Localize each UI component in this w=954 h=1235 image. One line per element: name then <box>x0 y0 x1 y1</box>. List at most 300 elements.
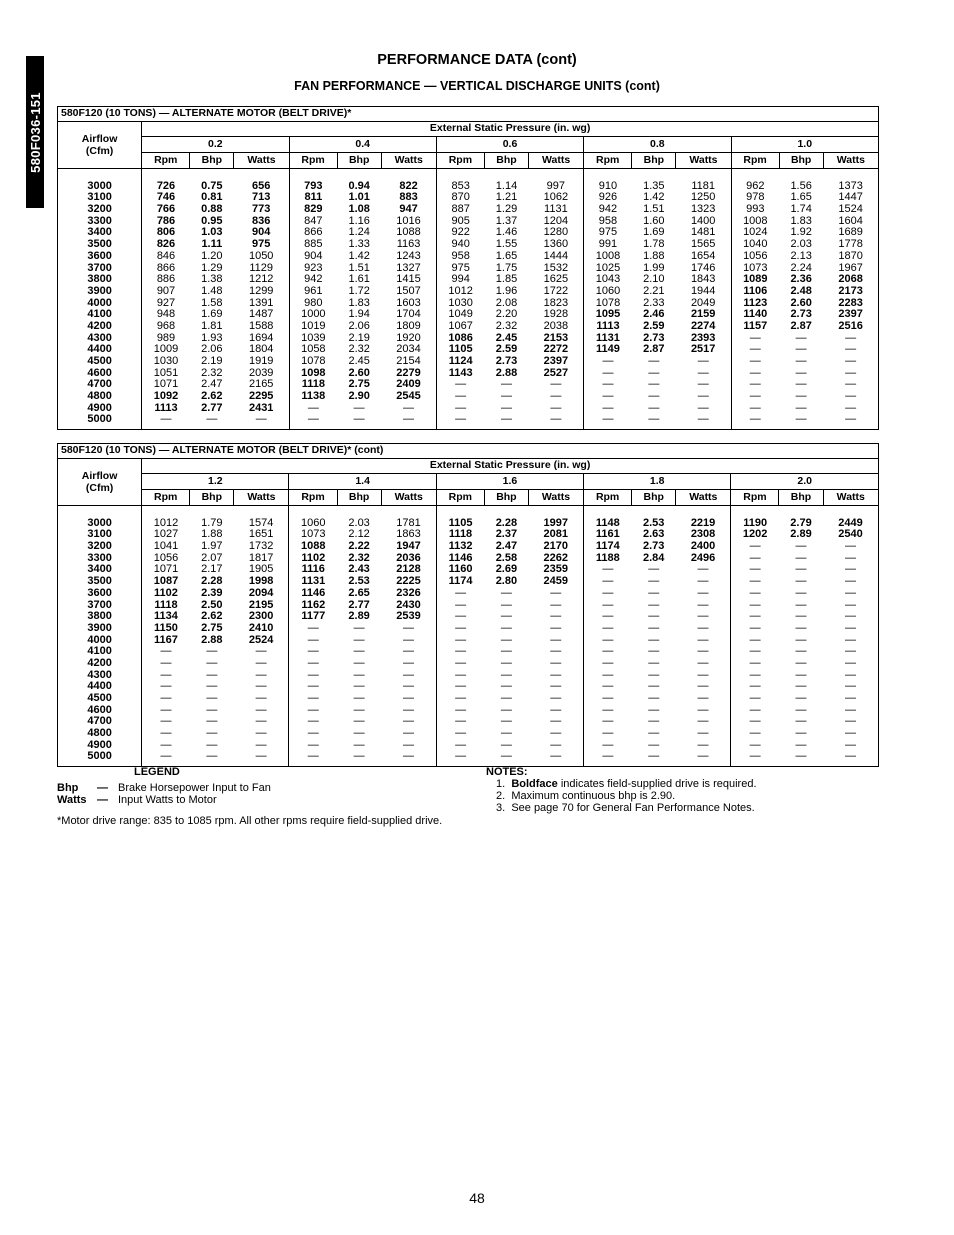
data-cell: — <box>648 750 660 763</box>
data-cell: 1694 <box>248 331 274 344</box>
column-header: Bhp <box>484 153 528 169</box>
data-cell: 1008 <box>584 251 632 263</box>
data-cell: — <box>402 633 414 646</box>
data-cell: 1804 <box>248 343 274 356</box>
data-cell: 1118 <box>142 600 190 612</box>
data-cell: 1415 <box>396 273 421 286</box>
data-cell: 1181 <box>691 179 716 192</box>
airflow-cell: 4000 <box>58 635 142 647</box>
data-cell: 2.19 <box>201 355 223 368</box>
data-cell: — <box>795 621 807 634</box>
data-cell: — <box>550 633 562 646</box>
data-cell: 870 <box>436 192 484 204</box>
data-cell: — <box>550 645 562 658</box>
data-cell: — <box>436 391 484 403</box>
data-cell: 885 <box>289 239 337 251</box>
data-cell: 1323 <box>690 203 716 216</box>
data-cell: 2.73 <box>643 331 665 344</box>
data-cell: 2.53 <box>348 575 370 588</box>
column-header: Bhp <box>779 153 823 169</box>
data-cell: — <box>845 738 857 751</box>
data-cell: — <box>731 728 779 740</box>
data-cell: — <box>795 540 807 553</box>
legend-text: Input Watts to Motor <box>118 794 217 806</box>
data-cell: 1.46 <box>495 226 518 239</box>
data-cell: — <box>845 401 857 414</box>
data-cell: — <box>795 343 807 356</box>
data-cell: — <box>500 610 512 623</box>
data-cell: — <box>289 403 337 415</box>
data-cell: 2400 <box>690 540 716 553</box>
data-cell: 1124 <box>436 356 484 368</box>
data-cell: — <box>206 413 218 426</box>
data-cell: 1092 <box>142 391 190 403</box>
airflow-cell: 4100 <box>58 309 142 321</box>
data-cell: 1113 <box>584 321 632 333</box>
data-cell: — <box>697 750 709 763</box>
data-cell: 991 <box>584 239 632 251</box>
data-cell: — <box>500 703 512 716</box>
data-cell: 1280 <box>543 226 569 239</box>
airflow-cell: 3000 <box>58 518 142 530</box>
column-header: Watts <box>381 153 436 169</box>
data-cell: 2545 <box>396 390 421 403</box>
data-cell: — <box>289 693 337 705</box>
data-cell: 1078 <box>289 356 337 368</box>
note-item <box>486 802 876 814</box>
data-cell: — <box>436 414 484 429</box>
data-cell: 726 <box>142 181 190 193</box>
data-cell: 948 <box>142 309 190 321</box>
data-cell: — <box>353 656 365 669</box>
data-cell: 2.88 <box>201 633 223 646</box>
data-cell: — <box>697 598 709 611</box>
data-cell: 1.51 <box>348 261 370 274</box>
data-cell: 766 <box>142 204 190 216</box>
data-cell: — <box>501 413 512 426</box>
data-cell: 2308 <box>690 528 716 541</box>
data-cell: 2496 <box>690 551 716 564</box>
data-cell: 1.78 <box>643 238 665 251</box>
data-cell: — <box>402 692 414 705</box>
data-cell: 2068 <box>838 273 863 286</box>
data-cell: 2283 <box>838 296 863 309</box>
data-cell: — <box>697 401 709 414</box>
data-cell: 1073 <box>289 529 337 541</box>
data-cell: 1089 <box>731 274 779 286</box>
data-cell: 2300 <box>248 610 274 623</box>
data-cell: — <box>436 403 484 415</box>
data-cell: 2219 <box>690 516 716 529</box>
data-cell: — <box>795 586 807 599</box>
data-cell: — <box>845 586 857 599</box>
data-cell: 2.08 <box>495 296 518 309</box>
data-cell: — <box>353 633 365 646</box>
data-cell: — <box>403 401 415 414</box>
data-cell: 2.84 <box>642 551 665 564</box>
data-cell: — <box>795 366 807 379</box>
note-bold-text: Boldface <box>511 778 558 790</box>
data-cell: 1604 <box>838 214 863 227</box>
data-cell: — <box>353 738 365 751</box>
data-cell: — <box>697 633 709 646</box>
data-cell: 1143 <box>436 368 484 380</box>
data-cell: 1373 <box>838 179 863 192</box>
data-cell: 1.61 <box>348 273 370 286</box>
data-cell: — <box>403 413 415 426</box>
data-cell: — <box>845 703 857 716</box>
data-cell: — <box>436 740 484 752</box>
data-cell: 2.22 <box>348 540 370 553</box>
data-cell: 904 <box>252 226 271 239</box>
airflow-cell: 4600 <box>58 705 142 717</box>
data-cell: — <box>845 692 857 705</box>
data-cell: — <box>648 390 660 403</box>
data-cell: — <box>648 668 660 681</box>
data-cell: 1073 <box>731 263 779 275</box>
airflow-cell: 5000 <box>58 414 142 429</box>
data-cell: — <box>436 751 484 766</box>
data-cell: — <box>584 391 632 403</box>
data-cell: — <box>648 738 660 751</box>
data-cell: — <box>697 715 709 728</box>
data-cell: — <box>500 750 512 763</box>
esp-value: 1.2 <box>142 474 289 490</box>
data-cell: 2225 <box>396 575 421 588</box>
data-cell: 2274 <box>690 319 716 332</box>
data-cell: — <box>584 379 632 391</box>
data-cell: 1161 <box>584 529 632 541</box>
data-cell: — <box>697 621 709 634</box>
data-cell: — <box>436 705 484 717</box>
data-cell: 2.88 <box>495 366 518 379</box>
data-cell: 2.32 <box>495 319 518 332</box>
data-cell: — <box>289 646 337 658</box>
data-cell: 2.62 <box>201 610 223 623</box>
data-cell: — <box>255 645 267 658</box>
data-cell: — <box>795 575 807 588</box>
data-cell: — <box>845 621 857 634</box>
data-cell: 926 <box>584 192 632 204</box>
data-cell: — <box>845 668 857 681</box>
data-cell: — <box>289 740 337 752</box>
column-header: Rpm <box>584 490 632 506</box>
data-cell: 1019 <box>289 321 337 333</box>
data-cell: 1.69 <box>643 226 665 239</box>
airflow-cell: 3800 <box>58 611 142 623</box>
data-cell: 1689 <box>838 226 863 239</box>
data-cell: — <box>845 680 857 693</box>
data-cell: 1049 <box>436 309 484 321</box>
data-cell: — <box>550 680 562 693</box>
data-cell: — <box>795 413 807 426</box>
data-cell: — <box>550 378 562 391</box>
data-cell: — <box>697 668 709 681</box>
data-cell: — <box>648 680 660 693</box>
fan-performance-table-1 <box>57 106 879 430</box>
data-cell: 2516 <box>838 319 863 332</box>
data-cell: 1920 <box>396 331 421 344</box>
data-cell: — <box>697 413 709 426</box>
data-cell: — <box>206 715 218 728</box>
data-cell: 1565 <box>690 238 716 251</box>
data-cell: 1.20 <box>201 249 223 262</box>
column-header: Bhp <box>190 490 234 506</box>
data-cell: — <box>731 716 779 728</box>
data-cell: 1212 <box>248 273 274 286</box>
airflow-cell: 4100 <box>58 646 142 658</box>
data-cell: 1391 <box>248 296 274 309</box>
data-cell: — <box>697 680 709 693</box>
data-cell: 2539 <box>396 610 421 623</box>
airflow-cell: 5000 <box>58 751 142 766</box>
data-cell: — <box>289 681 337 693</box>
table-row <box>58 391 879 403</box>
data-cell: 1481 <box>690 226 716 239</box>
airflow-cell: 4900 <box>58 740 142 752</box>
data-cell: — <box>845 656 857 669</box>
data-cell: — <box>731 681 779 693</box>
data-cell: — <box>697 586 709 599</box>
data-cell: — <box>845 633 857 646</box>
data-cell: 1.01 <box>348 191 370 204</box>
data-cell: 811 <box>289 192 337 204</box>
data-cell: 2.79 <box>790 516 812 529</box>
airflow-cell: 4500 <box>58 356 142 368</box>
data-cell: 1.24 <box>348 226 370 239</box>
note-item <box>486 778 876 790</box>
data-cell: 1.11 <box>201 238 223 251</box>
data-cell: 2.58 <box>495 551 518 564</box>
data-cell: 2.19 <box>348 331 370 344</box>
data-cell: 1.37 <box>495 214 518 227</box>
data-cell: 2397 <box>543 355 569 368</box>
data-cell: 1167 <box>142 635 190 647</box>
data-cell: — <box>255 692 267 705</box>
data-cell: — <box>648 727 660 740</box>
data-cell: — <box>500 633 512 646</box>
data-cell: 2.20 <box>495 308 518 321</box>
data-cell: — <box>731 751 779 766</box>
data-cell: 922 <box>436 227 484 239</box>
data-cell: — <box>550 668 562 681</box>
data-cell: — <box>289 658 337 670</box>
data-cell: — <box>142 670 190 682</box>
column-header: Watts <box>823 153 878 169</box>
data-cell: 997 <box>546 179 566 192</box>
data-cell: 2.50 <box>201 598 223 611</box>
data-cell: — <box>255 413 267 426</box>
data-cell: 2049 <box>690 296 716 309</box>
data-cell: 1030 <box>142 356 190 368</box>
data-cell: — <box>584 588 632 600</box>
data-cell: — <box>731 344 779 356</box>
data-cell: 1078 <box>584 298 632 310</box>
data-cell: 2.75 <box>348 378 370 391</box>
data-cell: 0.75 <box>201 179 223 192</box>
data-cell: — <box>255 738 267 751</box>
data-cell: — <box>500 692 512 705</box>
data-cell: 1140 <box>731 309 779 321</box>
data-cell: 1.03 <box>201 226 223 239</box>
column-header: Watts <box>234 490 289 506</box>
table-caption: 580F120 (10 TONS) — ALTERNATE MOTOR (BELT DRIVE)* (cont) <box>58 444 879 459</box>
data-cell: — <box>845 551 857 564</box>
data-cell: 2.32 <box>201 366 223 379</box>
data-cell: — <box>550 401 562 414</box>
data-cell: — <box>731 588 779 600</box>
data-cell: — <box>353 692 365 705</box>
data-cell: — <box>845 355 857 368</box>
data-cell: — <box>731 379 779 391</box>
data-cell: 910 <box>584 181 632 193</box>
airflow-cell: 3700 <box>58 600 142 612</box>
data-cell: 1863 <box>396 528 421 541</box>
data-cell: 1102 <box>289 553 337 565</box>
airflow-cell: 3200 <box>58 204 142 216</box>
data-cell: — <box>648 413 660 426</box>
esp-value: 0.6 <box>436 137 583 153</box>
data-cell: 886 <box>142 274 190 286</box>
data-cell: — <box>402 727 414 740</box>
data-cell: — <box>795 390 807 403</box>
data-cell: 713 <box>252 191 271 204</box>
data-cell: 1.42 <box>643 191 665 204</box>
esp-value: 0.4 <box>289 137 436 153</box>
data-cell: 1146 <box>436 553 484 565</box>
data-cell: — <box>584 368 632 380</box>
data-cell: — <box>584 600 632 612</box>
data-cell: 1327 <box>396 261 421 274</box>
data-cell: 2.10 <box>643 273 665 286</box>
data-cell: — <box>142 414 190 429</box>
data-cell: 0.95 <box>201 214 223 227</box>
column-header: Rpm <box>436 153 484 169</box>
airflow-cell: 3700 <box>58 263 142 275</box>
data-cell: — <box>697 390 709 403</box>
data-cell: 1174 <box>436 576 484 588</box>
data-cell: 1098 <box>289 368 337 380</box>
column-header: Rpm <box>731 490 779 506</box>
data-cell: — <box>731 356 779 368</box>
data-cell: 2.28 <box>201 575 223 588</box>
data-cell: 1.55 <box>495 238 518 251</box>
data-cell: — <box>697 703 709 716</box>
table-row <box>58 751 879 766</box>
data-cell: — <box>500 680 512 693</box>
esp-value: 1.0 <box>731 137 879 153</box>
data-cell: 1.88 <box>201 528 223 541</box>
data-cell: — <box>648 378 660 391</box>
data-cell: — <box>402 738 414 751</box>
data-cell: 1997 <box>543 516 568 529</box>
data-cell: 2.13 <box>790 249 812 262</box>
data-cell: — <box>845 366 857 379</box>
data-cell: — <box>353 668 365 681</box>
data-cell: 1651 <box>248 528 274 541</box>
data-cell: 989 <box>142 333 190 345</box>
data-cell: 2431 <box>248 401 274 414</box>
data-cell: — <box>142 693 190 705</box>
data-cell: — <box>500 621 512 634</box>
column-header: Bhp <box>337 490 381 506</box>
data-cell: 2.45 <box>495 331 518 344</box>
airflow-cell: 3500 <box>58 576 142 588</box>
legend-dash: — <box>97 782 108 794</box>
data-cell: 2272 <box>543 343 569 356</box>
data-cell: 947 <box>399 203 418 216</box>
data-cell: — <box>289 623 337 635</box>
data-cell: 1809 <box>396 319 421 332</box>
data-cell: 1588 <box>248 319 274 332</box>
data-cell: 1087 <box>142 576 190 588</box>
data-cell: 1060 <box>584 286 632 298</box>
airflow-cell: 4600 <box>58 368 142 380</box>
data-cell: 1947 <box>396 540 421 553</box>
data-cell: 1.29 <box>495 203 518 216</box>
data-cell: 993 <box>731 204 779 216</box>
column-header: Watts <box>823 490 878 506</box>
airflow-header: Airflow (Cfm) <box>58 122 142 169</box>
data-cell: 1.38 <box>201 273 223 286</box>
airflow-cell: 3000 <box>58 181 142 193</box>
side-tab-label: 580F036-151 <box>27 91 43 173</box>
data-cell: — <box>402 645 414 658</box>
data-cell: 2.73 <box>495 355 518 368</box>
data-cell: — <box>206 656 218 669</box>
data-cell: 2262 <box>543 551 568 564</box>
data-cell: 1.69 <box>201 308 223 321</box>
note-text: indicates field-supplied drive is required. <box>557 778 757 790</box>
data-cell: 1704 <box>396 308 421 321</box>
data-cell: 1.81 <box>201 319 223 332</box>
data-cell: — <box>436 728 484 740</box>
table-row <box>58 693 879 705</box>
data-cell: 2165 <box>248 378 274 391</box>
data-cell: 978 <box>731 192 779 204</box>
data-cell: — <box>845 390 857 403</box>
data-cell: 1299 <box>248 284 274 297</box>
data-cell: — <box>289 414 337 429</box>
column-header: Bhp <box>190 153 234 169</box>
data-cell: — <box>795 668 807 681</box>
airflow-cell: 3300 <box>58 553 142 565</box>
data-cell: — <box>697 563 709 576</box>
data-cell: 1160 <box>436 564 484 576</box>
data-cell: 2279 <box>396 366 421 379</box>
data-cell: 2.60 <box>348 366 370 379</box>
data-cell: 1086 <box>436 333 484 345</box>
data-cell: 1016 <box>396 214 421 227</box>
data-cell: 806 <box>142 227 190 239</box>
column-header: Watts <box>234 153 289 169</box>
data-cell: — <box>550 715 562 728</box>
airflow-cell: 3100 <box>58 529 142 541</box>
data-cell: 1.29 <box>201 261 223 274</box>
column-header: Rpm <box>289 153 337 169</box>
data-cell: — <box>436 693 484 705</box>
data-cell: 1746 <box>690 261 716 274</box>
data-cell: 1778 <box>838 238 863 251</box>
airflow-cell: 3100 <box>58 192 142 204</box>
data-cell: — <box>731 623 779 635</box>
data-cell: — <box>584 611 632 623</box>
data-cell: — <box>550 750 562 763</box>
data-cell: 793 <box>289 181 337 193</box>
data-cell: — <box>206 738 218 751</box>
airflow-cell: 3300 <box>58 216 142 228</box>
data-cell: 1.96 <box>495 284 518 297</box>
